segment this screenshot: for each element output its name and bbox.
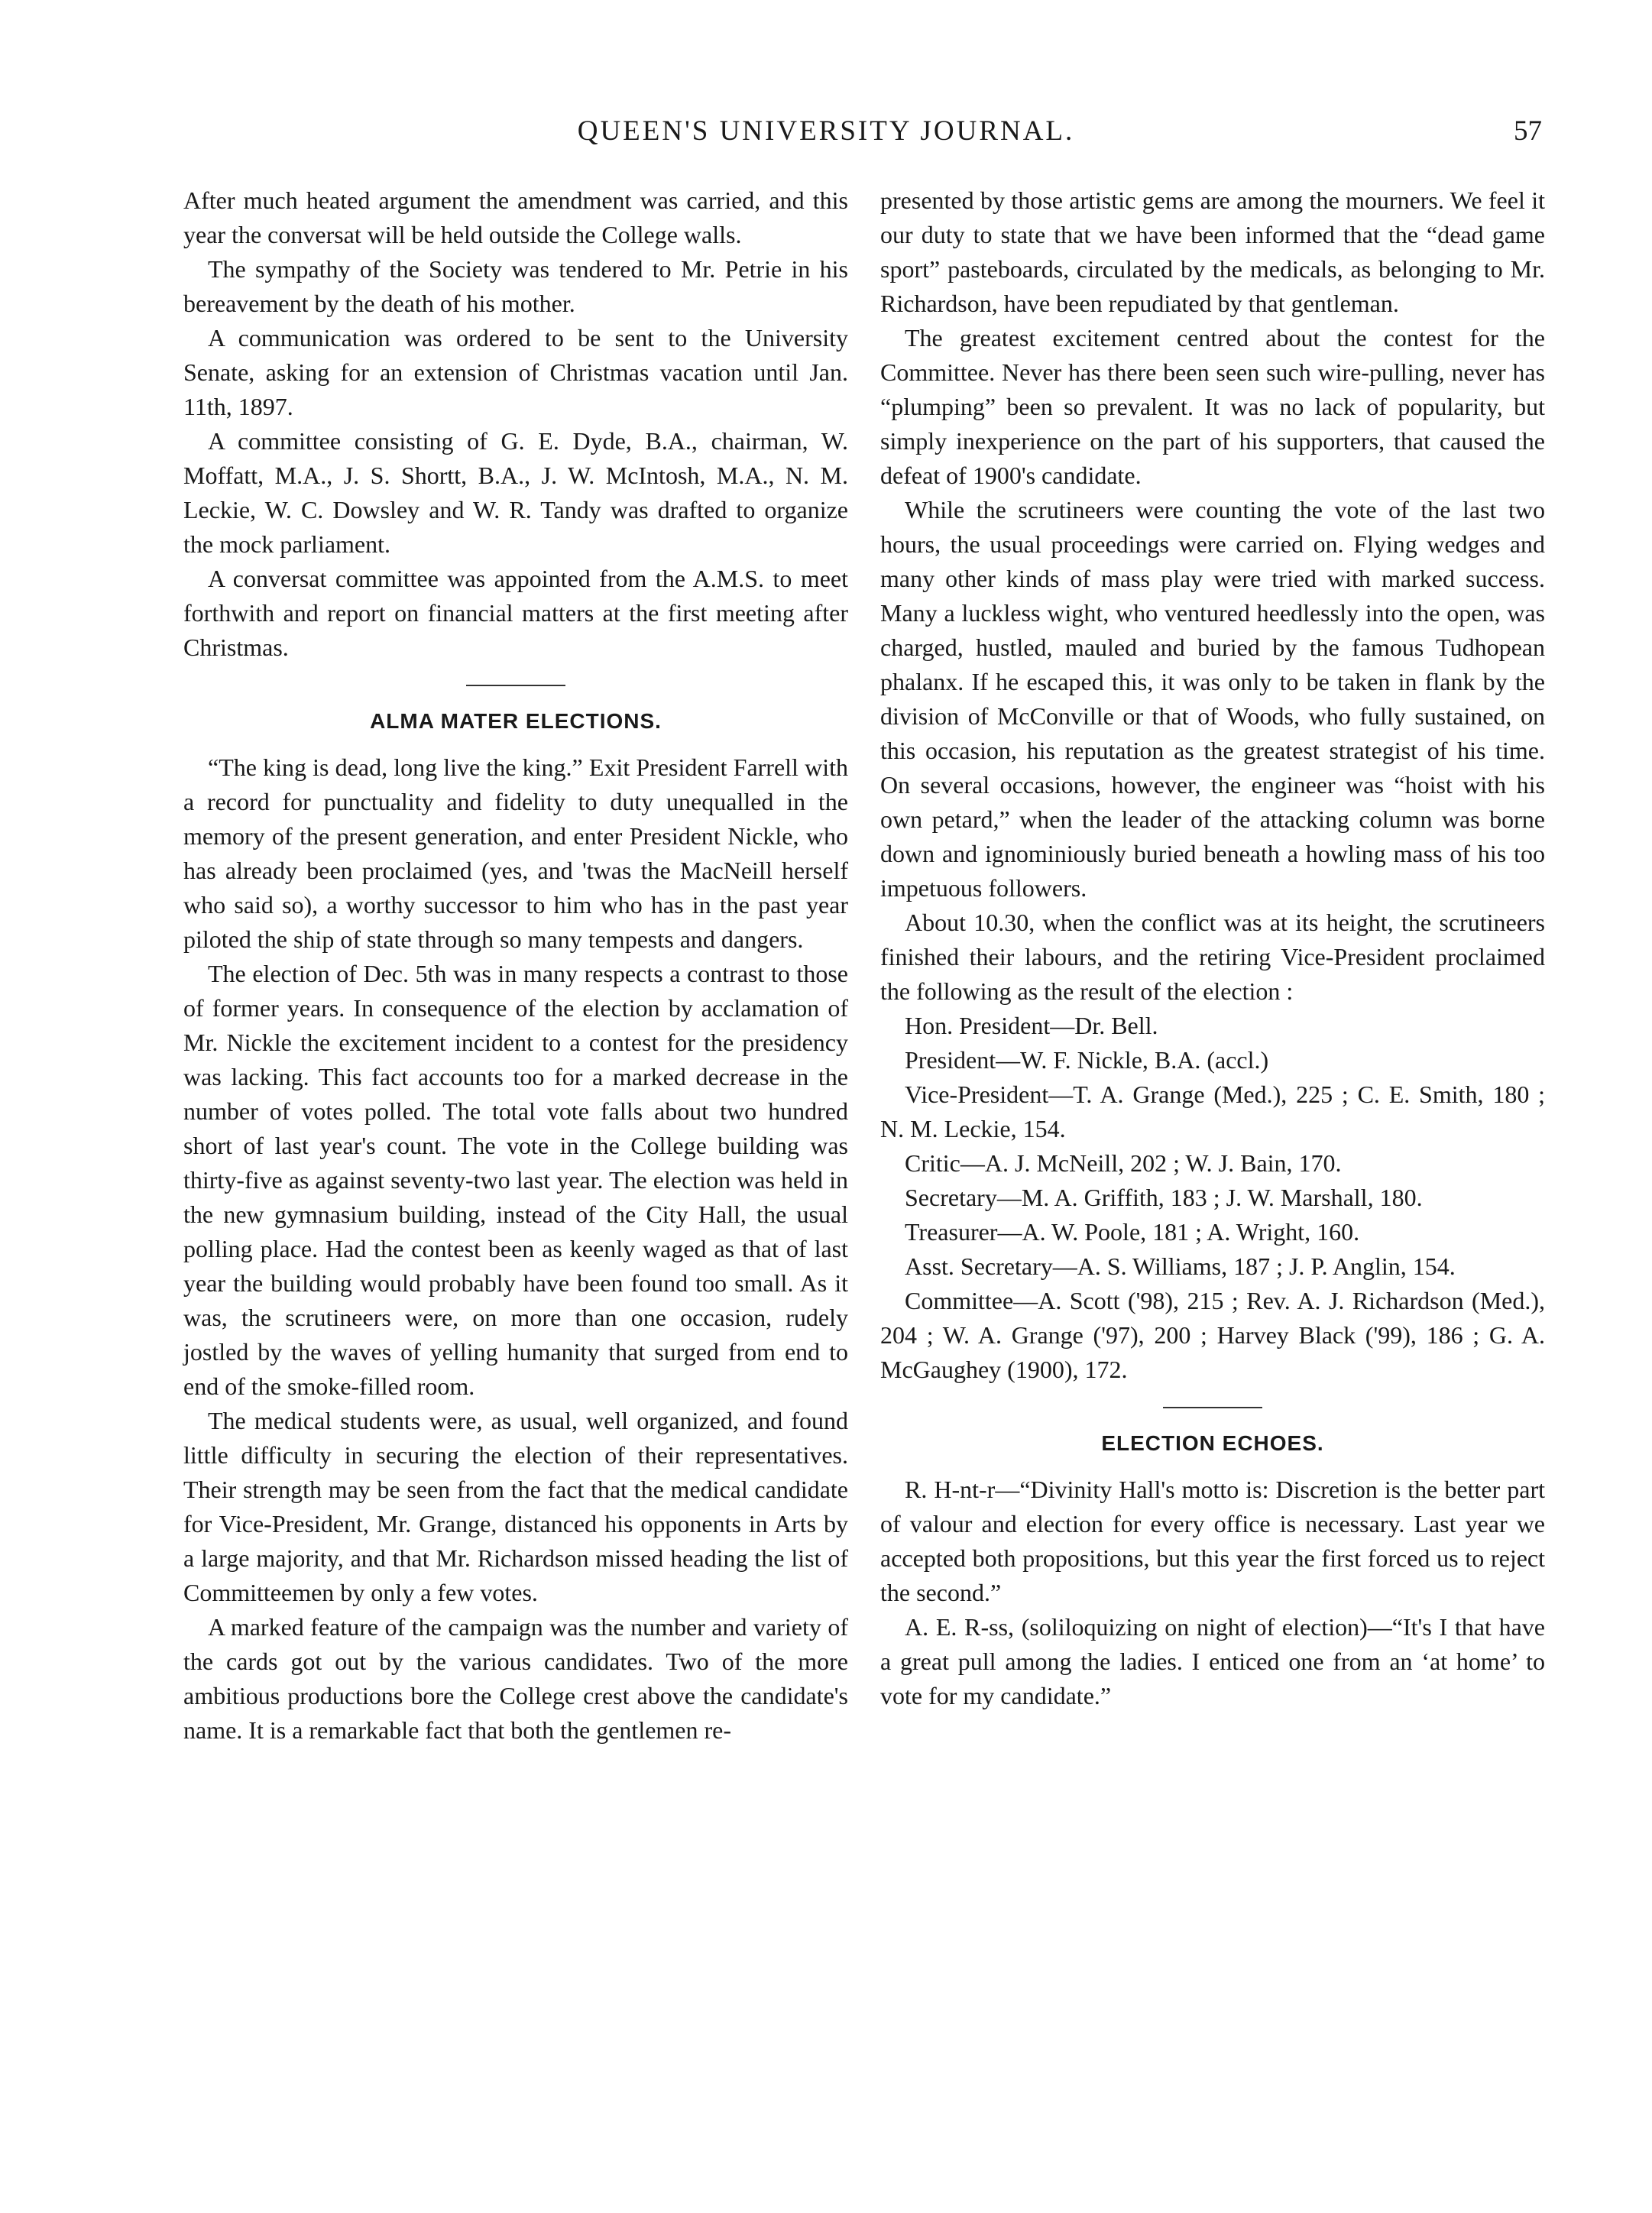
paragraph: The sympathy of the Society was tendered to Mr. Petrie in his bereavement by the death of his mother. [183, 255, 848, 317]
result-line: Asst. Secretary—A. S. Williams, 187 ; J. P. Anglin, 154. [905, 1252, 1456, 1280]
result-line: Critic—A. J. McNeill, 202 ; W. J. Bain, 170. [905, 1149, 1342, 1177]
paragraph: R. H-nt-r—“Divinity Hall's motto is: Discretion is the better part of valour and election for every office is necessary. Last year we accepted both propositions, but this year the first forced us to reject the second.” [880, 1476, 1545, 1606]
section-divider [1163, 1407, 1262, 1408]
paragraph: A conversat committee was appointed from the A.M.S. to meet forthwith and report on financial matters at the first meeting after Christmas. [183, 565, 848, 661]
running-title: QUEEN'S UNIVERSITY JOURNAL. [577, 115, 1075, 147]
paragraph: About 10.30, when the conflict was at its height, the scrutineers finished their labours, and the retiring Vice-President proclaimed the following as the result of the election : [880, 909, 1545, 1005]
section-divider [466, 685, 565, 686]
paragraph: presented by those artistic gems are among the mourners. We feel it our duty to state that we have been informed that the “dead game sport” pasteboards, circulated by the medicals, as belonging to Mr. Richardson, have been repudiated by that gentleman. [880, 186, 1545, 317]
paragraph: A communication was ordered to be sent to the University Senate, asking for an extension of Christmas vacation until Jan. 11th, 1897. [183, 324, 848, 420]
result-line: Secretary—M. A. Griffith, 183 ; J. W. Marshall, 180. [905, 1184, 1423, 1211]
section-heading-alma-mater-elections: ALMA MATER ELECTIONS. [370, 709, 662, 733]
result-line: President—W. F. Nickle, B.A. (accl.) [905, 1046, 1269, 1074]
page-header [0, 115, 1652, 160]
paragraph: A marked feature of the campaign was the number and variety of the cards got out by the various candidates. Two of the more ambitious productions bore the College crest above the candidate's name. It is a remarkable fact that both the gentlemen re- [183, 1613, 848, 1744]
paragraph: The medical students were, as usual, well organized, and found little difficulty in securing the election of their representatives. Their strength may be seen from the fact that the medical candidate for Vice-President, Mr. Grange, distanced his opponents in Arts by a large majority, and that Mr. Richardson missed heading the list of Committeemen by only a few votes. [183, 1407, 848, 1606]
section-heading-election-echoes: ELECTION ECHOES. [1101, 1431, 1324, 1455]
result-line: Committee—A. Scott ('98), 215 ; Rev. A. J. Richardson (Med.), 204 ; W. A. Grange ('97), 200 ; Harvey Black ('99), 186 ; G. A. McGaughey (1900), 172. [880, 1287, 1545, 1383]
result-line: Vice-President—T. A. Grange (Med.), 225 ; C. E. Smith, 180 ; N. M. Leckie, 154. [880, 1081, 1545, 1142]
right-column [880, 183, 1545, 1713]
result-line: Treasurer—A. W. Poole, 181 ; A. Wright, 160. [905, 1218, 1360, 1246]
left-column [183, 183, 848, 1748]
paragraph: The greatest excitement centred about the contest for the Committee. Never has there been seen such wire-pulling, never has “plumping” been so prevalent. It was no lack of popularity, but simply inexperience on the part of his supporters, that caused the defeat of 1900's candidate. [880, 324, 1545, 489]
paragraph: The election of Dec. 5th was in many respects a contrast to those of former years. In consequence of the election by acclamation of Mr. Nickle the excitement incident to a contest for the presidency was lacking. This fact accounts too for a marked decrease in the number of votes polled. The total vote falls about two hundred short of last year's count. The vote in the College building was thirty-five as against seventy-two last year. The election was held in the new gymnasium building, instead of the City Hall, the usual polling place. Had the contest been as keenly waged as that of last year the building would probably have been found too small. As it was, the scrutineers were, on more than one occasion, rudely jostled by the waves of yelling humanity that surged from end to end of the smoke-filled room. [183, 960, 848, 1400]
election-results-list [880, 1009, 1545, 1387]
paragraph: “The king is dead, long live the king.” Exit President Farrell with a record for punctuality and fidelity to duty unequalled in the memory of the present generation, and enter President Nickle, who has already been proclaimed (yes, and 'twas the MacNeill herself who said so), a worthy successor to him who has in the past year piloted the ship of state through so many tempests and dangers. [183, 753, 848, 953]
page-number: 57 [1514, 115, 1542, 147]
result-line: Hon. President—Dr. Bell. [905, 1012, 1158, 1039]
paragraph: While the scrutineers were counting the vote of the last two hours, the usual proceedings were carried on. Flying wedges and many other kinds of mass play were tried with marked success. Many a luckless wight, who ventured heedlessly into the open, was charged, hustled, mauled and buried by the famous Tudhopean phalanx. If he escaped this, it was only to be taken in flank by the division of McConville or that of Woods, who fully sustained, on this occasion, his reputation as the greatest strategist of his time. On several occasions, however, the engineer was “hoist with his own petard,” when the leader of the attacking column was borne down and ignominiously buried beneath a howling mass of his too impetuous followers. [880, 496, 1545, 902]
paragraph: A. E. R-ss, (soliloquizing on night of election)—“It's I that have a great pull among the ladies. I enticed one from an ‘at home’ to vote for my candidate.” [880, 1613, 1545, 1709]
paragraph: A committee consisting of G. E. Dyde, B.A., chairman, W. Moffatt, M.A., J. S. Shortt, B.A., J. W. McIntosh, M.A., N. M. Leckie, W. C. Dowsley and W. R. Tandy was drafted to organize the mock parliament. [183, 427, 848, 558]
paragraph: After much heated argument the amendment was carried, and this year the conversat will be held outside the College walls. [183, 186, 848, 248]
